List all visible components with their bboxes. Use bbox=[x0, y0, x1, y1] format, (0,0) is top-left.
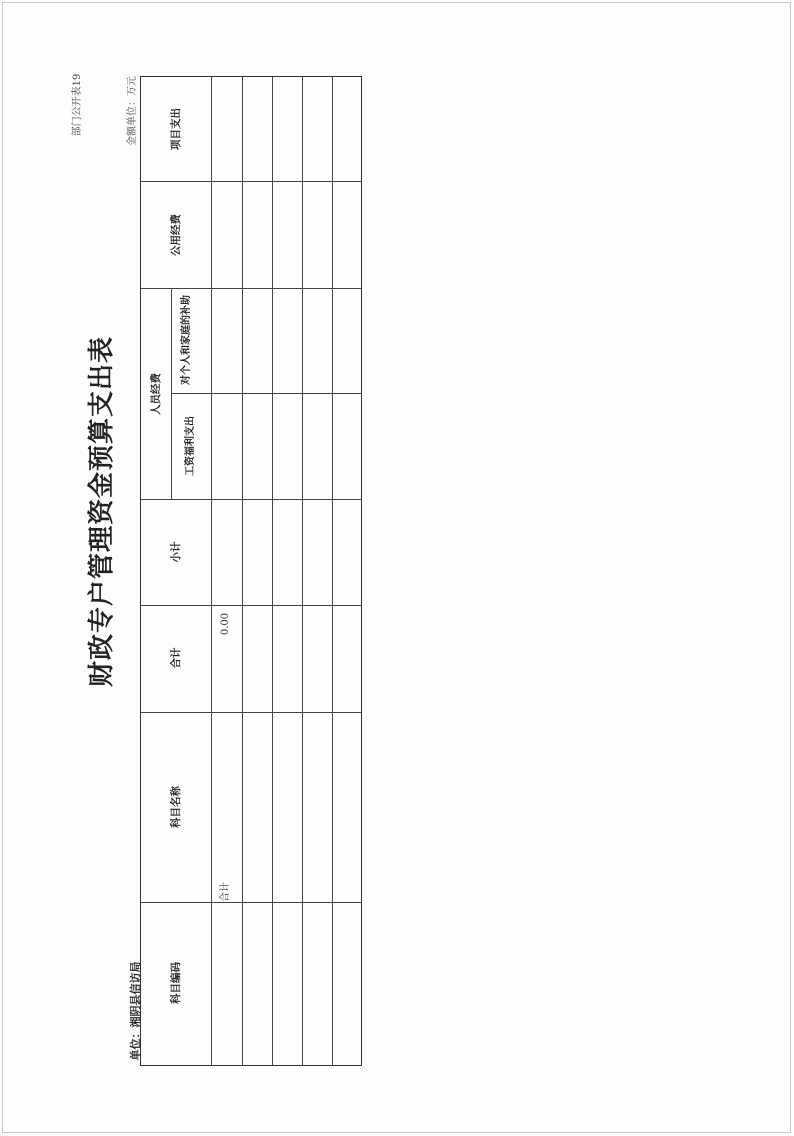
row-divider bbox=[171, 393, 361, 394]
header-public-expense: 公用经费 bbox=[170, 214, 182, 256]
row1-total-value: 0.00 bbox=[220, 612, 231, 636]
col-divider bbox=[242, 77, 243, 1065]
amount-unit-label: 金额单位：万元 bbox=[127, 76, 138, 146]
header-subtotal: 小计 bbox=[170, 541, 182, 563]
row-divider bbox=[141, 288, 361, 289]
header-subject-code: 科目编码 bbox=[170, 962, 182, 1004]
col-divider bbox=[272, 77, 273, 1065]
header-wages-welfare: 工资福利支出 bbox=[185, 416, 196, 476]
col-divider bbox=[302, 77, 303, 1065]
form-number: 部门公开表19 bbox=[72, 73, 83, 137]
header-subject-name: 科目名称 bbox=[170, 786, 182, 828]
row-divider bbox=[141, 902, 361, 903]
header-family-subsidy: 对个人和家庭的补助 bbox=[181, 295, 192, 385]
row-divider bbox=[141, 712, 361, 713]
col-divider bbox=[332, 77, 333, 1065]
header-personnel-group: 人员经费 bbox=[150, 373, 162, 415]
header-project-expense: 项目支出 bbox=[170, 108, 182, 150]
organization-label: 单位：湘阴县信访局 bbox=[129, 961, 142, 1061]
row1-subject-name-value: 合计 bbox=[220, 882, 231, 902]
col-divider bbox=[211, 77, 212, 1065]
header-total: 合计 bbox=[170, 647, 182, 669]
page-title: 财政专户管理资金预算支出表 bbox=[87, 335, 117, 687]
budget-table bbox=[140, 76, 362, 1066]
